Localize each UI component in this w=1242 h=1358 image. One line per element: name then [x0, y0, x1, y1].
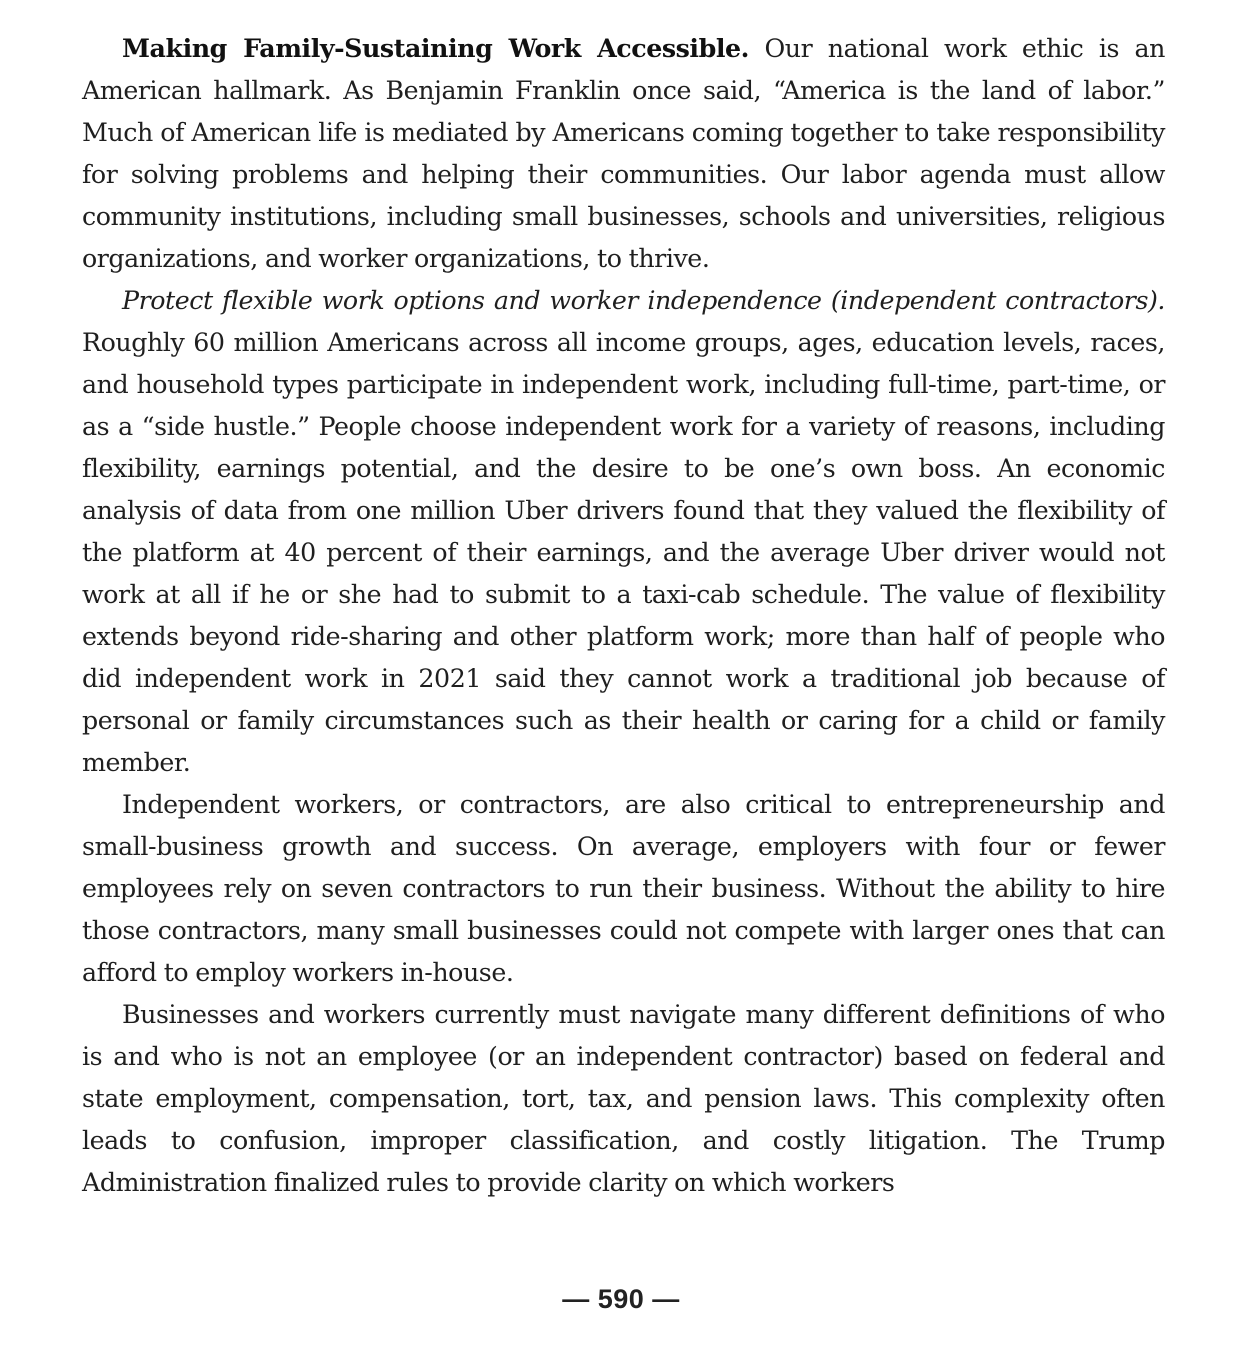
paragraph-flexible-work-options: [82, 280, 1165, 784]
paragraph-text: Independent workers, or contractors, are also critical to entrepreneurship and small-business growth and success. On average, employers with four or fewer employees rely on seven contractors to run their business. Without the ability to hire those contractors, many small businesses could not compete with larger ones that can afford to employ workers in-house.: [82, 790, 1165, 987]
paragraph-text: Roughly 60 million Americans across all income groups, ages, education levels, races, and household types participate in independent work, including full-time, part-time, or as a “side hustle.” People choose independent work for a variety of reasons, including flexibility, earnings potential, and the desire to be one’s own boss. An economic analysis of data from one million Uber drivers found that they valued the flexibility of the platform at 40 percent of their earnings, and the average Uber driver would not work at all if he or she had to submit to a taxi-cab schedule. The value of flexibility extends beyond ride-sharing and other platform work; more than half of people who did independent work in 2021 said they cannot work a traditional job because of personal or family circumstances such as their health or caring for a child or family member.: [82, 328, 1165, 777]
paragraph-independent-workers: [82, 784, 1165, 994]
subsection-heading: Protect flexible work options and worker independence (independent contractors).: [122, 286, 1165, 315]
paragraph-making-family-sustaining-work: [82, 27, 1165, 280]
page-number: — 590 —: [562, 1284, 680, 1314]
section-heading: Making Family-Sustaining Work Accessible.: [122, 33, 749, 63]
document-body: [82, 27, 1165, 1204]
paragraph-text: Businesses and workers currently must navigate many different definitions of who is and who is not an employee (or an independent contractor) based on federal and state employment, compensation, tort, tax, and pension laws. This complexity often leads to confusion, improper classification, and costly litigation. The Trump Administration finalized rules to provide clarity on which workers: [82, 1000, 1165, 1197]
paragraph-text: Our national work ethic is an American hallmark. As Benjamin Franklin once said, “America is the land of labor.” Much of American life is mediated by Americans coming together to take responsibility for solving problems and helping their communities. Our labor agenda must allow community institutions, including small businesses, schools and universities, religious organizations, and worker organizations, to thrive.: [82, 34, 1165, 273]
paragraph-employee-definitions: [82, 994, 1165, 1204]
